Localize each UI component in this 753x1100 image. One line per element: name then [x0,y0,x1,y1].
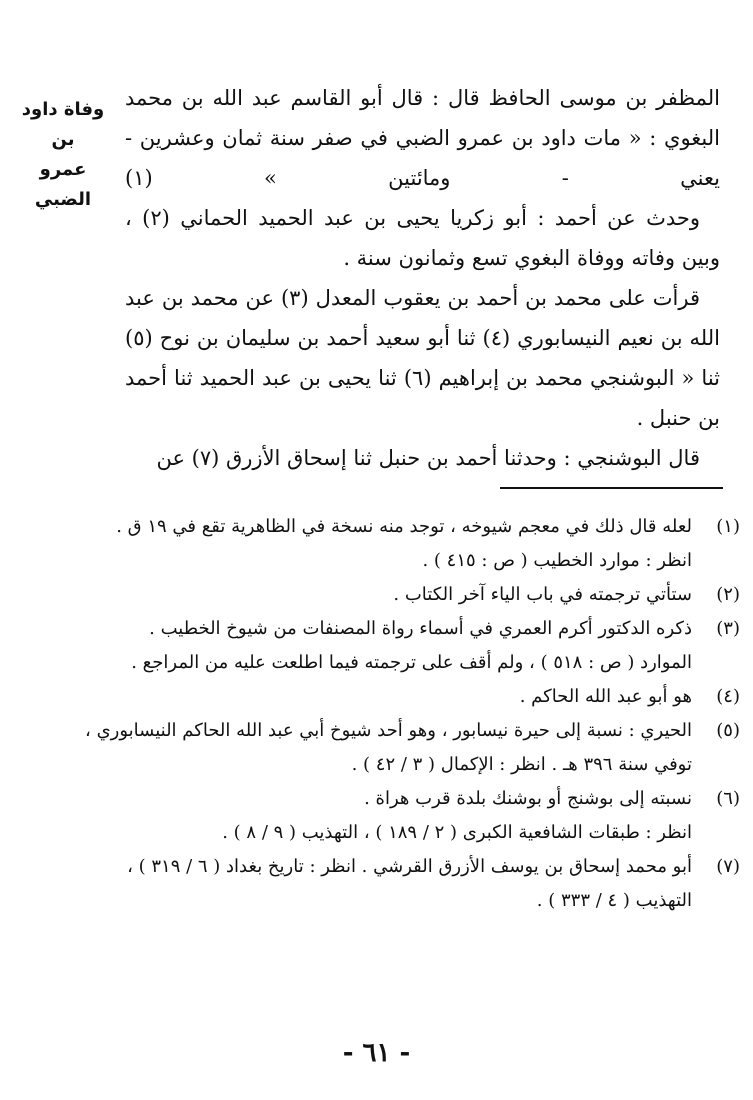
paragraph-2: وحدث عن أحمد : أبو زكريا يحيى بن عبد الحميد الحماني (٢) ، وبين وفاته ووفاة البغوي تسع وثمانون سنة . [125,206,720,270]
footnotes [80,510,740,918]
footnote-1 [80,510,740,578]
main-text [125,78,720,478]
footnote-line: انظر : طبقات الشافعية الكبرى ( ٢ / ١٨٩ ) ، التهذيب ( ٩ / ٨ ) . [222,822,692,843]
footnote-line: ذكره الدكتور أكرم العمري في أسماء رواة المصنفات من شيوخ الخطيب . [149,618,692,639]
page-number: - ٦١ - [342,1038,411,1068]
footnote-line: التهذيب ( ٤ / ٣٣٣ ) . [536,890,692,911]
footnote-line: الحيري : نسبة إلى حيرة نيسابور ، وهو أحد شيوخ أبي عبد الله الحاكم النيسابوري ، [85,720,692,741]
footnote-line: ستأتي ترجمته في باب الياء آخر الكتاب . [393,584,692,605]
footnote-number: (٥) [716,720,740,741]
footnote-2 [80,578,740,612]
footnote-number: (٣) [716,618,740,639]
footnote-3 [80,612,740,680]
footnote-4 [80,680,740,714]
footnote-number: (٤) [716,686,740,707]
paragraph-1: المظفر بن موسى الحافظ قال : قال أبو القاسم عبد الله بن محمد البغوي : « مات داود بن عمرو الضبي في صفر سنة ثمان وعشرين - يعني - ومائتين » (١) [125,86,720,190]
footnote-line: نسبته إلى بوشنج أو بوشنك بلدة قرب هراة . [364,788,692,809]
footnote-number: (٦) [716,788,740,809]
footnote-5 [80,714,740,782]
footnote-separator [500,487,723,489]
footnote-line: توفي سنة ٣٩٦ هـ . انظر : الإكمال ( ٣ / ٤٢ ) . [351,754,692,775]
footnote-7 [80,850,740,918]
margin-note-line-2: عمرو الضبي [34,159,92,210]
footnote-line: الموارد ( ص : ٥١٨ ) ، ولم أقف على ترجمته فيما اطلعت عليه من المراجع . [131,652,692,673]
footnote-6 [80,782,740,850]
margin-note-line-1: وفاة داود بن [21,99,105,150]
footnote-line: أبو محمد إسحاق بن يوسف الأزرق القرشي . انظر : تاريخ بغداد ( ٦ / ٣١٩ ) ، [127,856,692,877]
footnote-line: انظر : موارد الخطيب ( ص : ٤١٥ ) . [422,550,692,571]
footnote-number: (٧) [716,856,740,877]
footnote-line: لعله قال ذلك في معجم شيوخه ، توجد منه نسخة في الظاهرية تقع في ١٩ ق . [116,516,692,537]
footnote-number: (١) [716,516,740,537]
paragraph-4: قال البوشنجي : وحدثنا أحمد بن حنبل ثنا إسحاق الأزرق (٧) عن [156,446,700,470]
footnote-line: هو أبو عبد الله الحاكم . [519,686,692,707]
margin-note [13,95,113,215]
footnote-number: (٢) [716,584,740,605]
paragraph-3: قرأت على محمد بن أحمد بن يعقوب المعدل (٣) عن محمد بن عبد الله بن نعيم النيسابوري (٤) ثنا أبو سعيد أحمد بن سليمان بن نوح (٥) ثنا « البوشنجي محمد بن إبراهيم (٦) ثنا يحيى بن عبد الحميد ثنا أحمد بن حنبل . [125,286,721,430]
